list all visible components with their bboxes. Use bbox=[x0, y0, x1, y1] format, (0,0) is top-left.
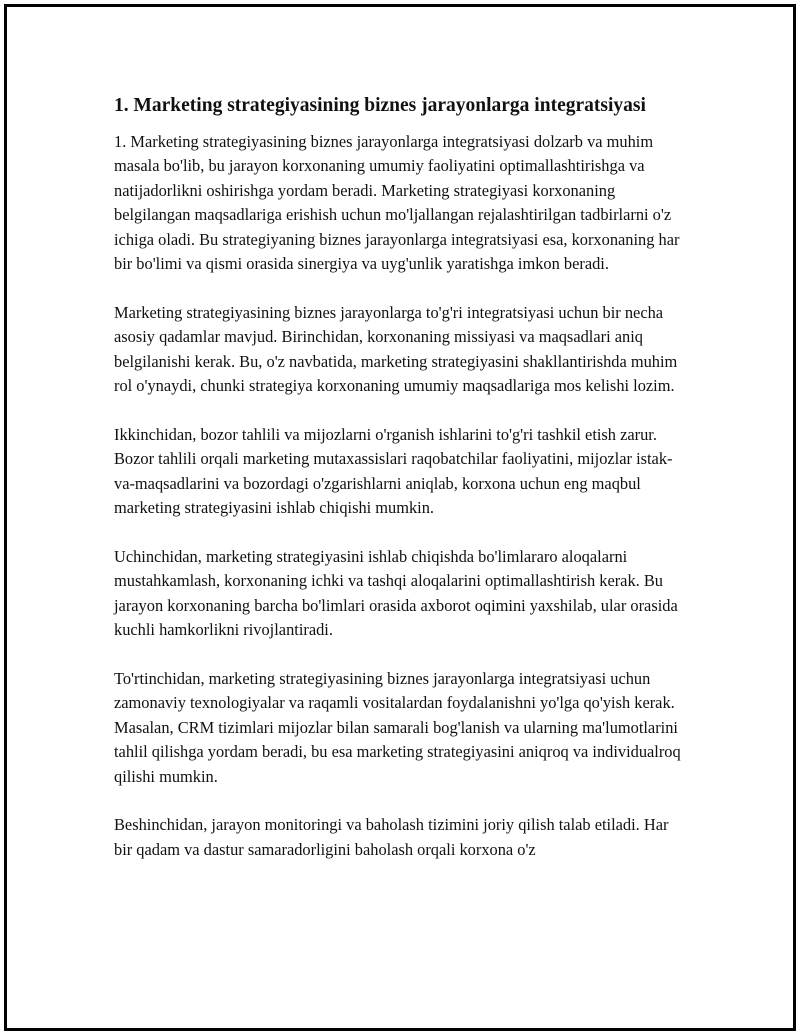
paragraph-1: 1. Marketing strategiyasining biznes jarayonlarga integratsiyasi dolzarb va muhim masala bo'lib, bu jarayon korxonaning umumiy faoliyatini optimallashtirishga va natijadorlikni oshirishga yordam beradi. Marketing strategiyasi korxonaning belgilangan maqsadlariga erishish uchun mo'ljallangan rejalashtirilgan tadbirlarni o'z ichiga oladi. Bu strategiyaning biznes jarayonlarga integratsiyasi esa, korxonaning har bir bo'limi va qismi orasida sinergiya va uyg'unlik yaratishga imkon beradi. bbox=[114, 132, 680, 274]
document-body bbox=[114, 93, 684, 887]
paragraph-5: To'rtinchidan, marketing strategiyasining biznes jarayonlarga integratsiyasi uchun zamonaviy texnologiyalar va raqamli vositalardan foydalanishni yo'lga qo'yish kerak. Masalan, CRM tizimlari mijozlar bilan samarali bog'lanish va ularning ma'lumotlarini tahlil qilishga yordam beradi, bu esa marketing strategiyasini aniqroq va individualroq qilishi mumkin. bbox=[114, 668, 681, 786]
paragraph-2: Marketing strategiyasining biznes jarayonlarga to'g'ri integratsiyasi uchun bir necha asosiy qadamlar mavjud. Birinchidan, korxonaning missiyasi va maqsadlari aniq belgilanishi kerak. Bu, o'z navbatida, marketing strategiyasini shakllantirishda muhim rol o'ynaydi, chunki strategiya korxonaning umumiy maqsadlariga mos kelishi lozim. bbox=[114, 302, 678, 396]
paragraph-6: Beshinchidan, jarayon monitoringi va baholash tizimini joriy qilish talab etiladi. Har bir qadam va dastur samaradorligini baholash orqali korxona o'z bbox=[114, 815, 669, 859]
paragraph-3: Ikkinchidan, bozor tahlili va mijozlarni o'rganish ishlarini to'g'ri tashkil etish zarur. Bozor tahlili orqali marketing mutaxassislari raqobatchilar faoliyatini, mijozlar istak-va-maqsadlarini va bozordagi o'zgarishlarni aniqlab, korxona uchun eng maqbul marketing strategiyasini ishlab chiqishi mumkin. bbox=[114, 424, 673, 518]
section-heading: 1. Marketing strategiyasining biznes jarayonlarga integratsiyasi bbox=[114, 95, 646, 116]
paragraph-4: Uchinchidan, marketing strategiyasini ishlab chiqishda bo'limlararo aloqalarni mustahkamlash, korxonaning ichki va tashqi aloqalarini optimallashtirish kerak. Bu jarayon korxonaning barcha bo'limlari orasida axborot oqimini yaxshilab, ular orasida kuchli hamkorlikni rivojlantiradi. bbox=[114, 546, 678, 640]
